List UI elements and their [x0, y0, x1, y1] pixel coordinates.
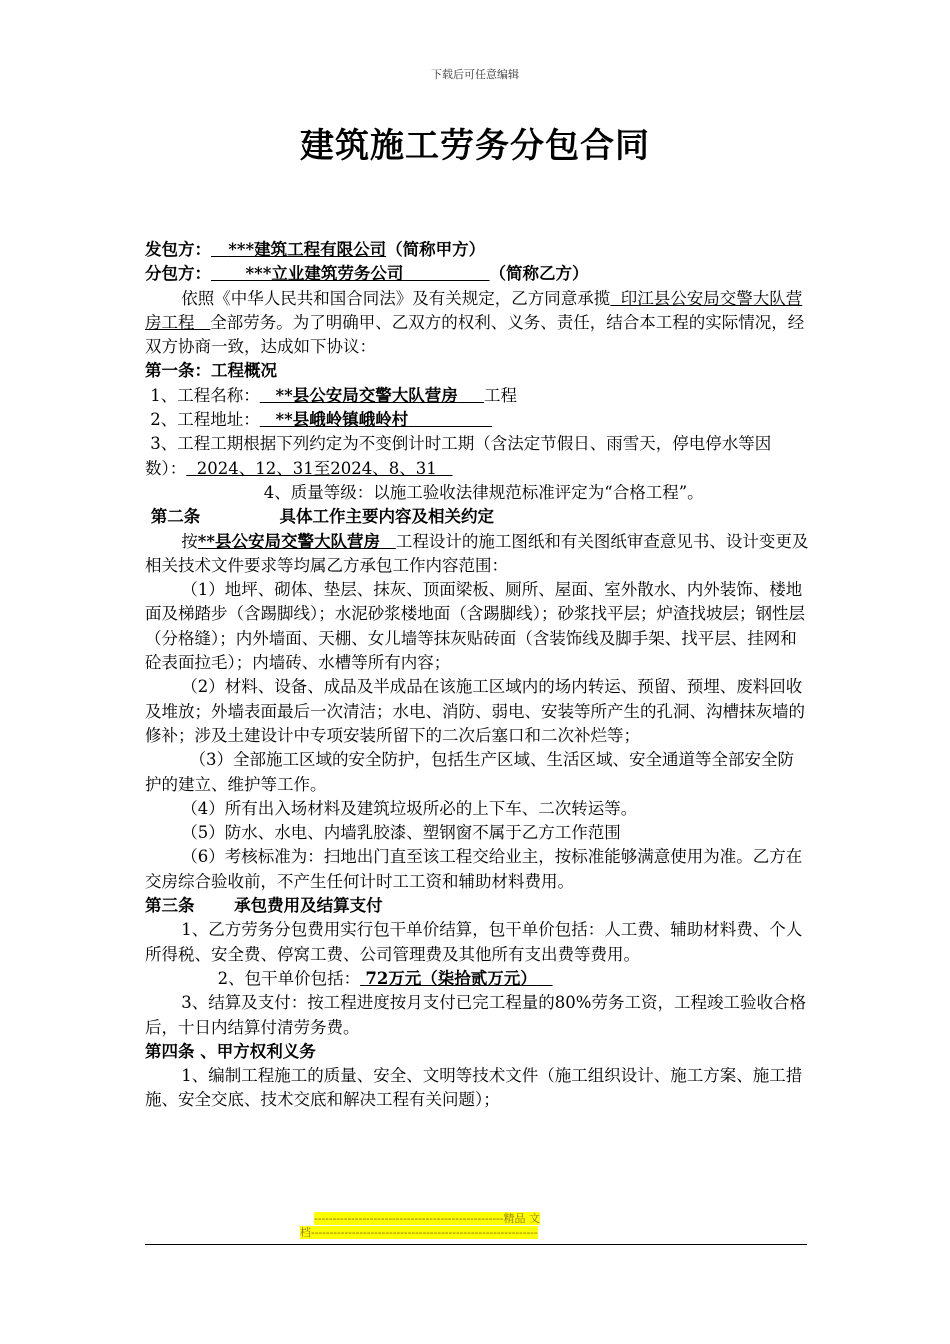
footer-line-1: ---------------------------------------------------精品 文 — [314, 1212, 541, 1225]
article-3-item-2: 2、包干单价包括： 72万元（柒拾贰万元） — [217, 968, 537, 988]
footer-rule — [145, 1244, 807, 1245]
article-1-item-4: 4、质量等级：以施工验收法律规范标准评定为“合格工程”。 — [263, 482, 704, 502]
project-address: **县峨岭镇峨岭村 — [275, 410, 409, 430]
article-3-heading: 第三条 承包费用及结算支付 — [145, 896, 383, 916]
article-1-item-3: 3、工程工期根据下列约定为不变倒计时工期（含法定节假日、雨雪天，停电停水等因数）： 2024、12、31至2024、8、31 — [145, 434, 772, 478]
article-2-item-3: （3）全部施工区域的安全防护，包括生产区域、生活区域、安全通道等全部安全防护的建立、维护等工作。 — [145, 750, 795, 794]
project-period: 2024、12、31至2024、8、31 — [196, 458, 437, 478]
project-name: **县公安局交警大队营房 — [275, 385, 458, 405]
party-a-line — [145, 238, 810, 262]
party-b-name: ***立业建筑劳务公司 — [245, 264, 404, 284]
article-2-item-2: （2）材料、设备、成品及半成品在该施工区域内的场内转运、预留、预埋、废料回收及堆放；外墙表面最后一次清洁；水电、消防、弱电、安装等所产生的孔洞、沟槽抹灰墙的修补；涉及土建设计中专项安装所留下的二次后塞口和二次补烂等； — [145, 677, 805, 745]
intro-project: 印江县公安局交警大队营房工程 — [145, 288, 803, 332]
article-1-item-1: 1、工程名称： **县公安局交警大队营房 工程 — [150, 385, 517, 405]
footer-watermark — [300, 1212, 650, 1240]
party-b-label: 分包方： — [145, 264, 211, 284]
article-3-item-3: 3、结算及支付：按工程进度按月支付已完工程量的80%劳务工资，工程竣工验收合格后，十日内结算付清劳务费。 — [145, 993, 806, 1037]
header-note: 下载后可任意编辑 — [431, 68, 519, 81]
footer-line-2: 档------------------------------------------------------------- — [300, 1226, 538, 1239]
article-2-heading: 第二条 具体工作主要内容及相关约定 — [150, 507, 494, 527]
intro-paragraph: 依照《中华人民共和国合同法》及有关规定，乙方同意承揽 印江县公安局交警大队营房工程 全部劳务。为了明确甲、乙双方的权利、义务、责任，结合本工程的实际情况，经双方协商一致，达成如下协议： — [145, 288, 805, 357]
article-3-item-1: 1、乙方劳务分包费用实行包干单价结算，包干单价包括：人工费、辅助材料费、个人所得税、安全费、停窝工费、公司管理费及其他所有支出费等费用。 — [145, 920, 803, 964]
article-4-heading: 第四条 、甲方权利义务 — [145, 1041, 316, 1061]
document-title: 建筑施工劳务分包合同 — [300, 126, 650, 166]
article-2-item-6: （6）考核标准为：扫地出门直至该工程交给业主，按标准能够满意使用为准。乙方在交房综合验收前，不产生任何计时工工资和辅助材料费用。 — [145, 847, 803, 891]
article-1-item-2: 2、工程地址： **县峨岭镇峨岭村 — [150, 410, 409, 430]
lead-project: **县公安局交警大队营房 — [197, 531, 381, 551]
party-b-suffix: （简称乙方） — [489, 264, 589, 284]
party-a-suffix: （简称甲方） — [386, 240, 486, 259]
article-4-item-1: 1、编制工程施工的质量、安全、文明等技术文件（施工组织设计、施工方案、施工措施、安全交底、技术交底和解决工程有关问题）； — [145, 1066, 803, 1110]
party-a-label: 发包方： — [145, 240, 211, 259]
contract-body — [145, 238, 810, 1113]
article-2-lead: 按**县公安局交警大队营房 工程设计的施工图纸和有关图纸审查意见书、设计变更及相关技术文件要求等均属乙方承包工作内容范围： — [145, 531, 809, 575]
article-2-item-1: （1）地坪、砌体、垫层、抹灰、顶面梁板、厕所、屋面、室外散水、内外装饰、楼地面及梯踏步（含踢脚线）；水泥砂浆楼地面（含踢脚线）；砂浆找平层；炉渣找坡层；钢性层（分格缝）；内外墙面、天棚、女儿墙等抹灰贴砖面（含装饰线及脚手架、找平层、挂网和砼表面拉毛）；内墙砖、水槽等所有内容； — [145, 580, 805, 673]
article-2-item-5: （5）防水、水电、内墙乳胶漆、塑钢窗不属于乙方工作范围 — [181, 823, 621, 843]
article-1-heading: 第一条：工程概况 — [145, 361, 277, 381]
party-b-line — [145, 262, 810, 286]
unit-price: 72万元（柒拾贰万元） — [365, 968, 537, 988]
party-a-name: ***建筑工程有限公司 — [228, 240, 387, 259]
article-2-item-4: （4）所有出入场材料及建筑垃圾所必的上下车、二次转运等。 — [181, 798, 638, 818]
